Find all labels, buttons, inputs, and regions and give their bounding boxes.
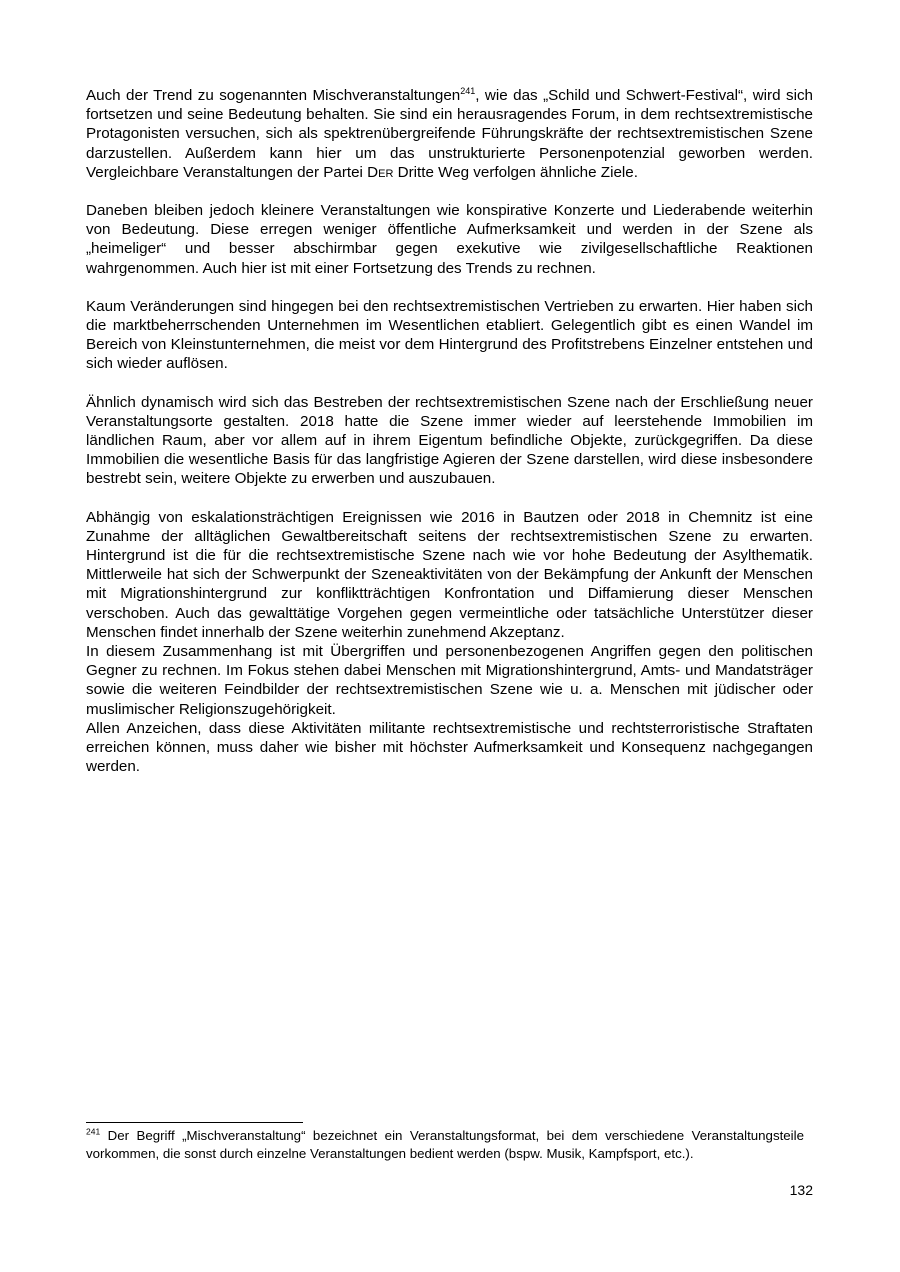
party-name: Der	[367, 163, 394, 181]
footnote-separator	[86, 1122, 303, 1123]
footnote-text: Der Begriff „Mischveranstaltung“ bezeichnet ein Veranstaltungsformat, bei dem verschiedene Veranstaltungsteile vorkommen, die sonst durch einzelne Veranstaltungen bedient werden (bspw. Musik, Kampfsport, etc.).	[86, 1128, 804, 1161]
paragraph-angriffe: In diesem Zusammenhang ist mit Übergriffen und personenbezogenen Angriffen gegen den politischen Gegner zu rechnen. Im Fokus stehen dabei Menschen mit Migrationshintergrund, Amts- und Mandatsträger sowie die weiteren Feindbilder der rechtsextremistischen Szene wie u. a. Menschen mit jüdischer oder muslimischer Religionszugehörigkeit.	[86, 643, 813, 718]
paragraph-immobilien: Ähnlich dynamisch wird sich das Bestreben der rechtsextremistischen Szene nach der Erschließung neuer Veranstaltungsorte gestalten. 2018 hatte die Szene immer wieder auf leerstehende Immobilien im ländlichen Raum, aber vor allem auf in ihrem Eigentum befindliche Objekte, zurückgegriffen. Da diese Immobilien die wesentliche Basis für das langfristige Agieren der Szene darstellen, wird diese insbesondere bestrebt sein, weitere Objekte zu erwerben und auszubauen.	[86, 393, 813, 488]
page-number: 132	[789, 1182, 813, 1198]
paragraph-text: Auch der Trend zu sogenannten Mischveranstaltungen	[86, 87, 461, 104]
paragraph-vertriebe: Kaum Veränderungen sind hingegen bei den rechtsextremistischen Vertrieben zu erwarten. Hier haben sich die marktbeherrschenden Unternehmen im Wesentlichen etabliert. Gelegentlich gibt es einen Wandel im Bereich von Kleinstunternehmen, die meist vor dem Hintergrund des Profitstrebens Einzelner entstehen und sich wieder auflösen.	[86, 297, 813, 373]
paragraph-text: Dritte Weg verfolgen ähnliche Ziele.	[393, 163, 638, 181]
page-body	[86, 86, 813, 777]
footnote-number: 241	[86, 1126, 101, 1137]
paragraph-mischveranstaltungen	[86, 86, 813, 182]
footnote-reference[interactable]: 241	[460, 85, 476, 96]
footnote	[86, 1127, 804, 1162]
paragraph-text: , wie das „Schild und Schwert-Festival“, wird sich fortsetzen und seine Bedeutung behalten. Sie sind ein herausragendes Forum, in dem rechtsextremistische Protagonisten versuchen, sich als spektrenübergreifende Führungskräfte der rechtsextremistischen Szene darzustellen. Außerdem kann hier um das unstrukturierte Personenpotenzial geworben werden. Vergleichbare Veranstaltungen der Partei	[86, 87, 813, 181]
paragraph-gewaltbereitschaft: Abhängig von eskalationsträchtigen Ereignissen wie 2016 in Bautzen oder 2018 in Chemnitz ist eine Zunahme der alltäglichen Gewaltbereitschaft seitens der rechtsextremistischen Szene zu erwarten. Hintergrund ist die für die rechtsextremistische Szene nach wie vor hohe Bedeutung der Asylthematik. Mittlerweile hat sich der Schwerpunkt der Szeneaktivitäten von der Bekämpfung der Ankunft der Menschen mit Migrationshintergrund zur konfliktträchtigen Konfrontation und Diffamierung dieser Menschen verschoben. Auch das gewalttätige Vorgehen gegen vermeintliche oder tatsächliche Unterstützer dieser Menschen findet innerhalb der Szene weiterhin zunehmend Akzeptanz.	[86, 508, 813, 641]
paragraph-straftaten: Allen Anzeichen, dass diese Aktivitäten militante rechtsextremistische und rechtsterroristische Straftaten erreichen können, muss daher wie bisher mit höchster Aufmerksamkeit und Konsequenz nachgegangen werden.	[86, 719, 813, 776]
paragraph-konzerte: Daneben bleiben jedoch kleinere Veranstaltungen wie konspirative Konzerte und Liederabende weiterhin von Bedeutung. Diese erregen weniger öffentliche Aufmerksamkeit und werden in der Szene als „heimeliger“ und besser abschirmbar gegen exekutive wie zivilgesellschaftliche Reaktionen wahrgenommen. Auch hier ist mit einer Fortsetzung des Trends zu rechnen.	[86, 202, 813, 277]
